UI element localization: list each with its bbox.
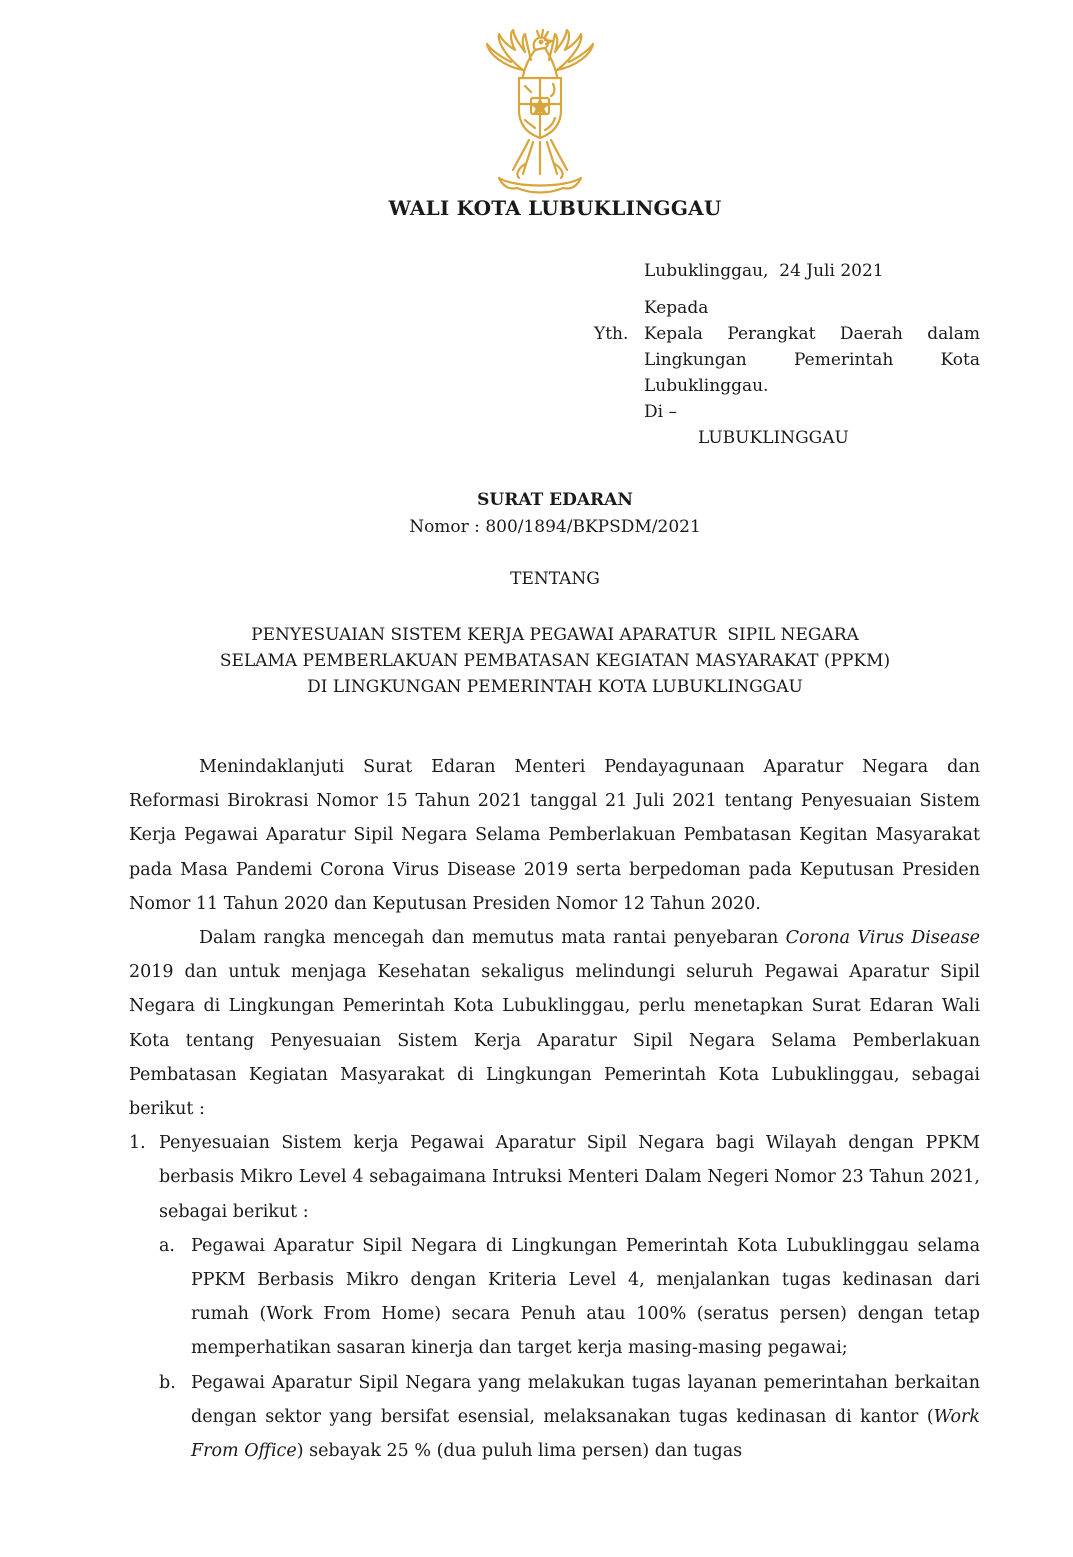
list-item-1-text: Penyesuaian Sistem kerja Pegawai Aparatur Sipil Negara bagi Wilayah dengan PPKM berbasis Mikro Level 4 sebagaimana Intruksi Menteri Dalam Negeri Nomor 23 Tahun 2021, sebagai berikut : <box>159 1133 980 1222</box>
subject-line-2: SELAMA PEMBERLAKUAN PEMBATASAN KEGIATAN MASYARAKAT (PPKM) <box>219 651 891 671</box>
subject-line-1: PENYESUAIAN SISTEM KERJA PEGAWAI APARATUR SIPIL NEGARA <box>251 625 859 645</box>
recipient-line-2: Lingkungan Pemerintah Kota <box>644 350 980 370</box>
paragraph-2 <box>129 921 980 1126</box>
paragraph-1: Menindaklanjuti Surat Edaran Menteri Pendayagunaan Aparatur Negara dan Reformasi Birokrasi Nomor 15 Tahun 2021 tanggal 21 Juli 2021 tentang Penyesuaian Sistem Kerja Pegawai Aparatur Sipil Negara Selama Pemberlakuan Pembatasan Kegitan Masyarakat pada Masa Pandemi Corona Virus Disease 2019 serta berpedoman pada Keputusan Presiden Nomor 11 Tahun 2020 dan Keputusan Presiden Nomor 12 Tahun 2020. <box>129 757 980 914</box>
list-item-1-number: 1. <box>129 1133 146 1154</box>
sublist-item-b-italic: Work From Office <box>191 1406 980 1462</box>
place-date-text: Lubuklinggau, 24 Juli 2021 <box>644 261 884 281</box>
recipient-line-1: Kepala Perangkat Daerah dalam <box>644 324 980 344</box>
circular-about: TENTANG <box>510 569 600 589</box>
recipient-to-label: Kepada <box>644 298 709 318</box>
sublist-item-a <box>159 1229 980 1366</box>
sublist-item-a-letter: a. <box>159 1235 175 1256</box>
paragraph-2-rest: 2019 dan untuk menjaga Kesehatan sekaligus melindungi seluruh Pegawai Aparatur Sipil Negara di Lingkungan Pemerintah Kota Lubuklinggau, perlu menetapkan Surat Edaran Wali Kota tentang Penyesuaian Sistem Kerja Aparatur Sipil Negara Selama Pemberlakuan Pembatasan Kegiatan Masyarakat di Lingkungan Pemerintah Kota Lubuklinggau, sebagai berikut : <box>129 962 980 1120</box>
circular-title: SURAT EDARAN <box>477 490 633 510</box>
sublist-item-b <box>159 1366 980 1469</box>
letter-body <box>129 750 980 1468</box>
sublist-item-b-text <box>191 1366 980 1469</box>
circular-number: Nomor : 800/1894/BKPSDM/2021 <box>409 517 701 537</box>
subject-line-3: DI LINGKUNGAN PEMERINTAH KOTA LUBUKLINGGAU <box>307 677 803 697</box>
paragraph-2-italic: Corona Virus Disease <box>785 928 980 949</box>
sublist-item-a-text: Pegawai Aparatur Sipil Negara di Lingkungan Pemerintah Kota Lubuklinggau selama PPKM Berbasis Mikro dengan Kriteria Level 4, menjalankan tugas kedinasan dari rumah (Work From Home) secara Penuh atau 100% (seratus persen) dengan tetap memperhatikan sasaran kinerja dan target kerja masing-masing pegawai; <box>191 1235 980 1359</box>
sublist-item-b-start: Pegawai Aparatur Sipil Negara yang melakukan tugas layanan pemerintahan berkaitan dengan sektor yang bersifat esensial, melaksanakan tugas kedinasan di kantor ( <box>191 1372 980 1427</box>
recipient-block <box>594 258 980 451</box>
yth-label: Yth. <box>594 324 629 344</box>
letterhead-title: WALI KOTA LUBUKLINGGAU <box>388 196 722 220</box>
circular-subject <box>0 622 1073 700</box>
list-item-1 <box>129 1126 980 1468</box>
recipient-city: LUBUKLINGGAU <box>698 428 849 448</box>
place-date <box>644 258 980 284</box>
recipient-di-label: Di – <box>644 402 677 422</box>
recipient-line-3: Lubuklinggau. <box>644 376 769 396</box>
garuda-emblem-icon <box>459 28 621 196</box>
paragraph-2-start: Dalam rangka mencegah dan memutus mata rantai penyebaran <box>199 928 786 949</box>
sublist-item-b-letter: b. <box>159 1372 176 1393</box>
sublist-item-b-rest: ) sebayak 25 % (dua puluh lima persen) dan tugas <box>296 1441 743 1462</box>
